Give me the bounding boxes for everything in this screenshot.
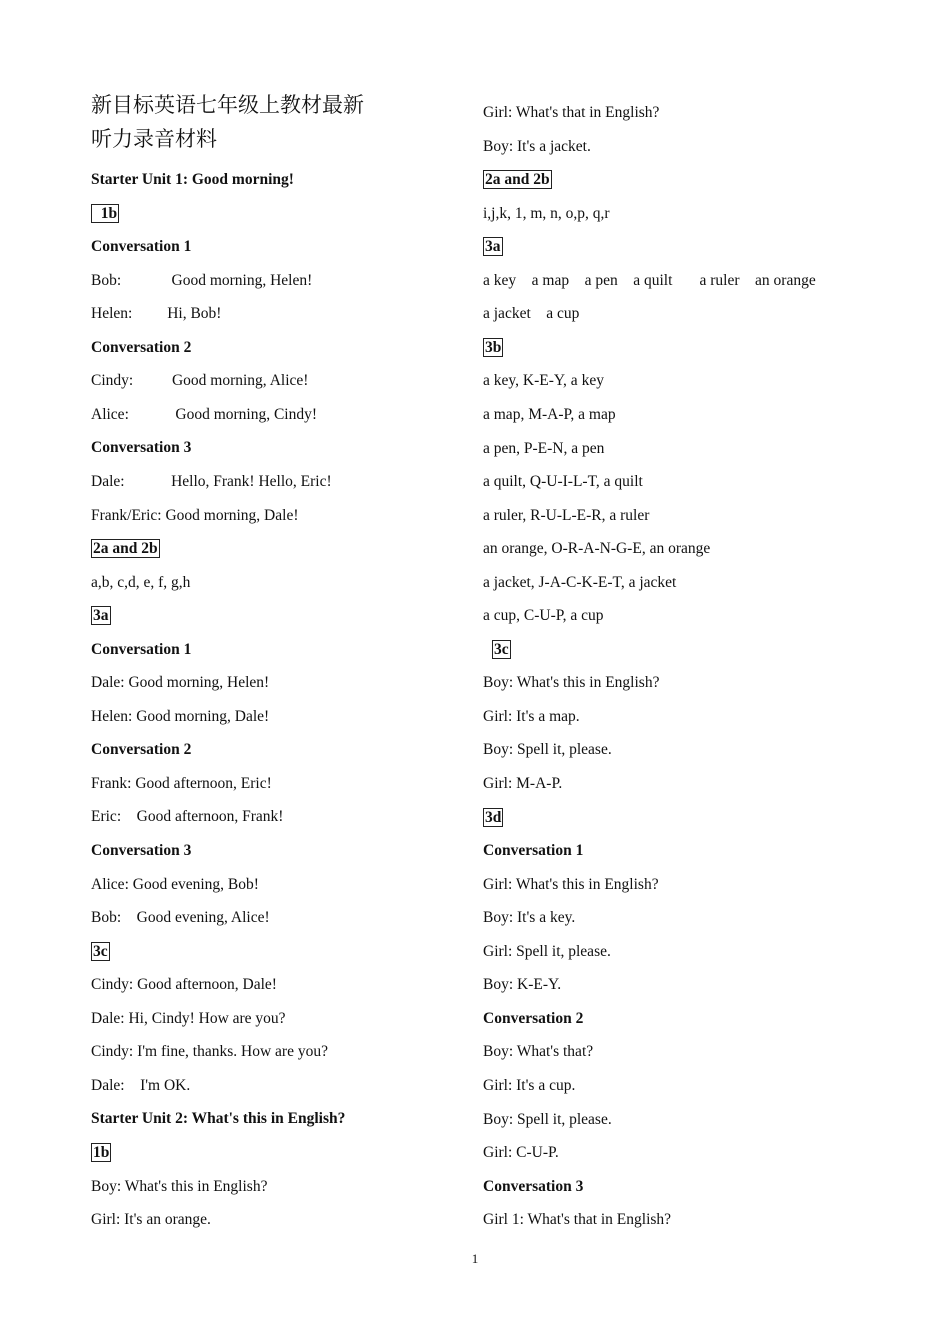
exercise-label-box: 1b — [93, 204, 118, 222]
transcript-line: Bob: Good evening, Alice! — [91, 909, 270, 927]
section-heading: Conversation 2 — [91, 338, 192, 356]
transcript-line: Boy: What's this in English? — [91, 1177, 268, 1195]
transcript-line: i,j,k, 1, m, n, o,p, q,r — [483, 204, 610, 222]
transcript-line: Girl: C-U-P. — [483, 1144, 559, 1162]
document-title-line-1: 新目标英语七年级上教材最新 — [91, 93, 364, 117]
section-heading: Conversation 2 — [91, 741, 192, 759]
transcript-line: a key a map a pen a quilt a ruler an orange — [483, 271, 816, 289]
transcript-line: a ruler, R-U-L-E-R, a ruler — [483, 506, 650, 524]
transcript-line: Helen: Hi, Bob! — [91, 305, 222, 323]
transcript-line: Dale: Good morning, Helen! — [91, 674, 270, 692]
transcript-line: a map, M-A-P, a map — [483, 405, 616, 423]
transcript-line: Cindy: I'm fine, thanks. How are you? — [91, 1043, 328, 1061]
transcript-line: a jacket a cup — [483, 305, 580, 323]
transcript-line: a cup, C-U-P, a cup — [483, 607, 604, 625]
transcript-line: Eric: Good afternoon, Frank! — [91, 808, 284, 826]
exercise-label-box: 3a — [93, 607, 109, 625]
transcript-line: an orange, O-R-A-N-G-E, an orange — [483, 540, 711, 558]
exercise-label — [492, 640, 511, 660]
transcript-line: Frank: Good afternoon, Eric! — [91, 774, 272, 792]
section-heading: Conversation 1 — [91, 640, 192, 658]
exercise-label — [483, 170, 552, 190]
exercise-label — [91, 606, 111, 626]
exercise-label-box: 2a and 2b — [485, 171, 550, 189]
transcript-line: Girl: M-A-P. — [483, 775, 563, 792]
transcript-line: Dale: Hi, Cindy! How are you? — [91, 1009, 286, 1027]
page-number: 1 — [471, 1251, 479, 1266]
exercise-label-box: 3b — [485, 338, 502, 356]
transcript-line: Helen: Good morning, Dale! — [91, 707, 270, 725]
transcript-line: Cindy: Good morning, Alice! — [91, 372, 309, 390]
transcript-line: Bob: Good morning, Helen! — [91, 271, 313, 289]
transcript-line: Alice: Good morning, Cindy! — [91, 405, 318, 423]
exercise-label-box: 3c — [93, 942, 108, 960]
exercise-label — [91, 942, 110, 962]
transcript-line: Dale: I'm OK. — [91, 1076, 191, 1094]
transcript-line: Boy: Spell it, please. — [483, 741, 612, 759]
exercise-label — [91, 204, 119, 224]
exercise-label — [91, 539, 160, 559]
transcript-line: a quilt, Q-U-I-L-T, a quilt — [483, 473, 643, 491]
transcript-line: a jacket, J-A-C-K-E-T, a jacket — [483, 573, 677, 591]
transcript-line: Girl: What's this in English? — [483, 875, 659, 893]
transcript-line: Boy: It's a jacket. — [483, 137, 591, 155]
transcript-line: Girl 1: What's that in English? — [483, 1211, 672, 1229]
exercise-label-box: 3a — [485, 238, 501, 256]
transcript-line: Boy: It's a key. — [483, 909, 576, 927]
exercise-label-box: 3c — [494, 640, 509, 658]
exercise-label — [91, 1143, 111, 1163]
section-heading: Starter Unit 1: Good morning! — [91, 171, 294, 188]
exercise-label-box: 3d — [485, 808, 502, 826]
transcript-line: Dale: Hello, Frank! Hello, Eric! — [91, 472, 332, 490]
transcript-line: Cindy: Good afternoon, Dale! — [91, 976, 277, 994]
section-heading: Conversation 1 — [91, 238, 192, 256]
transcript-line: Boy: What's that? — [483, 1043, 594, 1061]
section-heading: Conversation 1 — [483, 842, 584, 860]
transcript-line: Girl: It's a cup. — [483, 1076, 576, 1094]
section-heading: Conversation 2 — [483, 1009, 584, 1027]
exercise-label — [483, 808, 503, 828]
transcript-line: Girl: What's that in English? — [483, 104, 660, 121]
transcript-line: Boy: What's this in English? — [483, 674, 660, 692]
section-heading: Starter Unit 2: What's this in English? — [91, 1110, 346, 1128]
transcript-line: Frank/Eric: Good morning, Dale! — [91, 506, 299, 524]
transcript-line: Girl: Spell it, please. — [483, 942, 611, 960]
transcript-line: Boy: K-E-Y. — [483, 976, 562, 994]
transcript-line: a,b, c,d, e, f, g,h — [91, 573, 191, 591]
exercise-label-box: 1b — [93, 1143, 110, 1161]
section-heading: Conversation 3 — [91, 439, 192, 457]
exercise-label — [483, 338, 503, 358]
exercise-label — [483, 237, 503, 257]
transcript-line: Girl: It's an orange. — [91, 1211, 211, 1229]
transcript-line: Boy: Spell it, please. — [483, 1110, 612, 1128]
transcript-line: Alice: Good evening, Bob! — [91, 875, 259, 893]
transcript-line: a key, K-E-Y, a key — [483, 372, 604, 390]
transcript-line: a pen, P-E-N, a pen — [483, 439, 605, 457]
section-heading: Conversation 3 — [91, 842, 192, 859]
document-title-line-2: 听力录音材料 — [91, 127, 217, 151]
transcript-line: Girl: It's a map. — [483, 707, 580, 725]
exercise-label-box: 2a and 2b — [93, 540, 158, 558]
section-heading: Conversation 3 — [483, 1177, 584, 1195]
